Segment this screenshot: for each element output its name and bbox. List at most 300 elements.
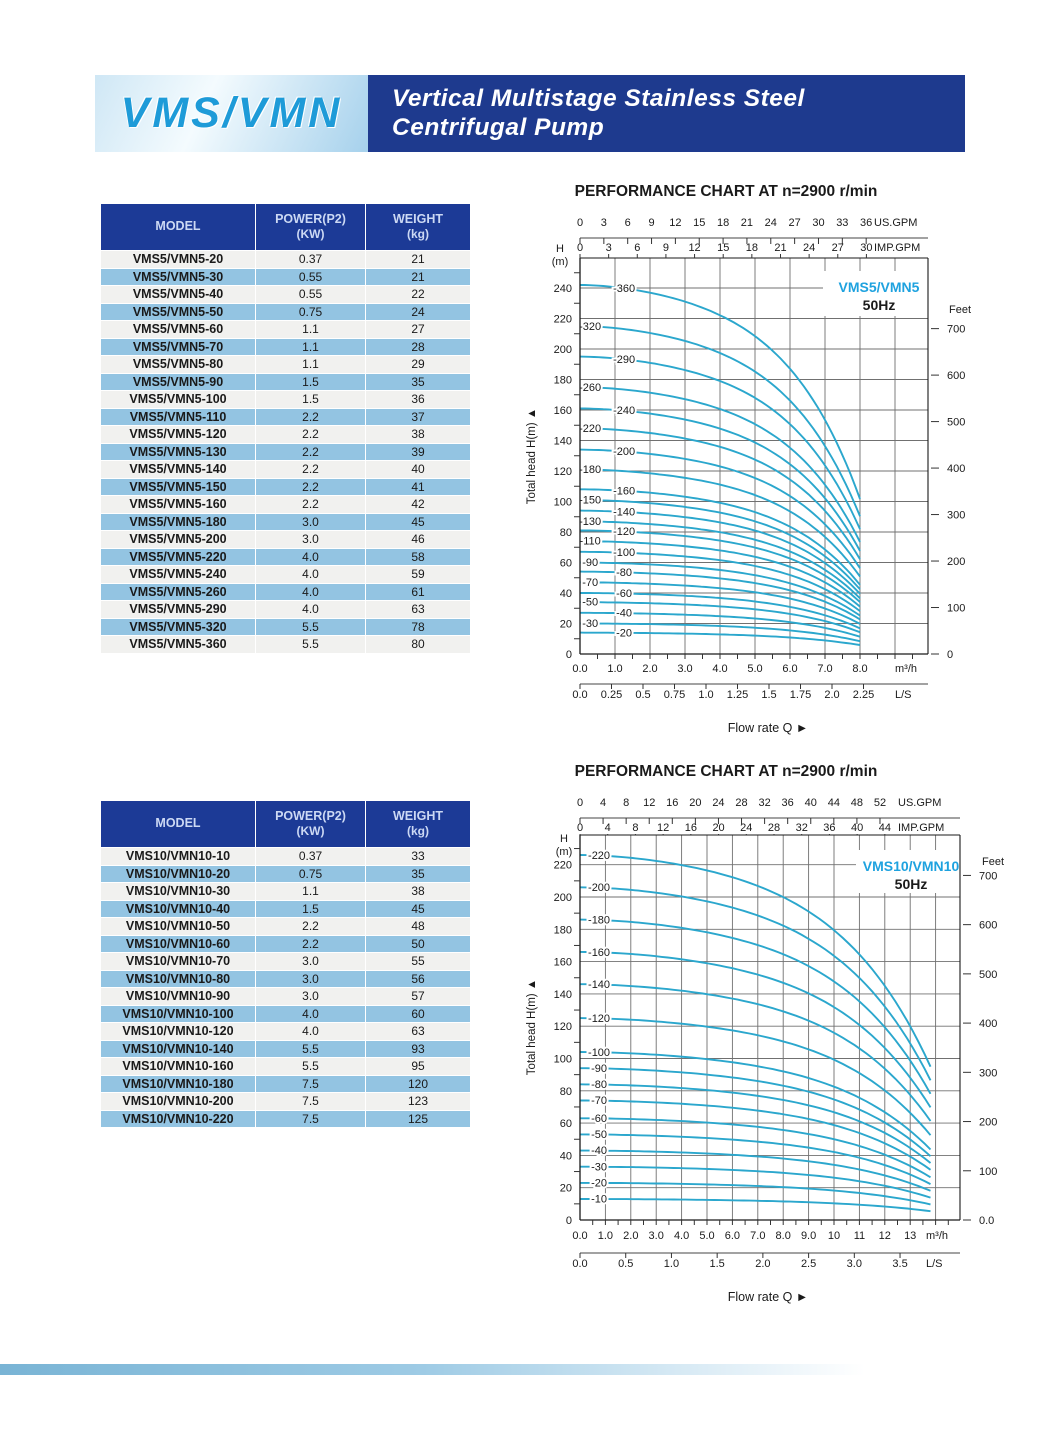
imp-gpm-unit: IMP.GPM (898, 822, 945, 834)
power-cell: 4.0 (256, 548, 366, 566)
h-unit-label: (m) (551, 256, 569, 268)
m3h-tick-label: 4.0 (673, 1230, 690, 1242)
us-gpm-tick-label: 36 (860, 217, 873, 229)
model-cell: VMS5/VMN5-220 (101, 548, 256, 566)
model-cell: VMS10/VMN10-40 (101, 900, 256, 918)
m3h-tick-label: 1.0 (597, 1230, 614, 1242)
head-m-tick: 240 (553, 283, 572, 295)
brand-text: VMS/VMN (120, 89, 343, 137)
head-m-tick: 100 (553, 496, 572, 509)
head-m-tick: 220 (553, 859, 572, 872)
ls-tick-label: 0.5 (618, 1258, 634, 1270)
head-m-tick: 180 (553, 374, 572, 387)
model-cell: VMS5/VMN5-360 (101, 636, 256, 654)
ls-tick-label: 1.0 (698, 689, 714, 701)
weight-cell: 45 (366, 900, 471, 918)
curve-label: -70 (582, 576, 599, 589)
ls-tick-label: 2.0 (755, 1258, 771, 1270)
imp-gpm-tick-label: 12 (657, 822, 670, 834)
imp-gpm-tick-label: 27 (831, 242, 844, 254)
power-cell: 7.5 (256, 1110, 366, 1128)
us-gpm-unit: US.GPM (898, 797, 942, 809)
m3h-tick-label: 0.0 (572, 1230, 588, 1242)
power-cell: 3.0 (256, 531, 366, 549)
total-head-label: Total head H(m) ▲ (526, 407, 538, 505)
pump-curve--200 (580, 887, 931, 1080)
m3h-unit: m³/h (895, 663, 917, 675)
m3h-tick-label: 8.0 (775, 1230, 791, 1242)
weight-cell: 22 (366, 286, 471, 304)
m3h-tick-label: 5.0 (747, 663, 763, 675)
weight-cell: 35 (366, 865, 471, 883)
power-cell: 1.1 (256, 338, 366, 356)
ls-tick-label: 3.0 (846, 1258, 862, 1270)
ls-tick-label: 1.5 (709, 1258, 725, 1270)
head-m-tick: 80 (559, 1085, 572, 1098)
column-header: WEIGHT (kg) (366, 204, 471, 251)
column-header: POWER(P2) (KW) (256, 801, 366, 848)
weight-cell: 39 (366, 443, 471, 461)
pump-curve--10 (580, 1199, 931, 1211)
chart-title: PERFORMANCE CHART AT n=2900 r/min (574, 763, 878, 780)
h-unit-label: H (556, 243, 564, 255)
model-cell: VMS5/VMN5-40 (101, 286, 256, 304)
us-gpm-tick-label: 44 (827, 797, 840, 809)
curve-label: -110 (579, 535, 601, 548)
curve-label: -90 (582, 557, 599, 570)
weight-cell: 37 (366, 408, 471, 426)
weight-cell: 42 (366, 496, 471, 514)
model-cell: VMS5/VMN5-60 (101, 321, 256, 339)
m3h-tick-label: 6.0 (724, 1230, 741, 1242)
m3h-tick-label: 1.0 (607, 663, 623, 675)
curve-label: -140 (613, 506, 636, 519)
model-cell: VMS5/VMN5-150 (101, 478, 256, 496)
power-cell: 1.1 (256, 883, 366, 901)
weight-cell: 29 (366, 356, 471, 374)
curve-label: -130 (579, 515, 602, 528)
model-cell: VMS10/VMN10-20 (101, 865, 256, 883)
feet-tick-label: 100 (947, 602, 966, 615)
imp-gpm-tick-label: 8 (632, 822, 639, 834)
ls-tick-label: 2.0 (824, 689, 840, 701)
power-cell: 2.2 (256, 461, 366, 479)
model-cell: VMS10/VMN10-160 (101, 1058, 256, 1076)
curve-label: -80 (616, 566, 633, 579)
m3h-tick-label: 7.0 (817, 663, 833, 675)
column-header: MODEL (101, 204, 256, 251)
weight-cell: 93 (366, 1040, 471, 1058)
head-m-tick: 20 (559, 1182, 572, 1195)
model-cell: VMS10/VMN10-70 (101, 953, 256, 971)
ls-tick-label: 2.5 (800, 1258, 817, 1270)
m3h-tick-label: 2.0 (642, 663, 658, 675)
us-gpm-tick-label: 15 (693, 217, 706, 229)
m3h-tick-label: 11 (853, 1230, 866, 1242)
model-cell: VMS5/VMN5-290 (101, 601, 256, 619)
total-head-label: Total head H(m) ▲ (526, 978, 538, 1076)
power-cell: 1.5 (256, 900, 366, 918)
title-line2: Centrifugal Pump (392, 113, 605, 141)
ls-unit: L/S (926, 1258, 943, 1270)
us-gpm-tick-label: 27 (788, 217, 801, 229)
m3h-tick-label: 8.0 (852, 663, 868, 675)
curve-label: -220 (579, 422, 602, 435)
model-cell: VMS10/VMN10-200 (101, 1093, 256, 1111)
m3h-tick-label: 3.0 (677, 663, 693, 675)
power-cell: 0.75 (256, 303, 366, 321)
ls-tick-label: 3.5 (892, 1258, 908, 1270)
us-gpm-tick-label: 32 (758, 797, 771, 809)
model-cell: VMS5/VMN5-200 (101, 531, 256, 549)
weight-cell: 50 (366, 935, 471, 953)
curve-label: -20 (591, 1177, 608, 1190)
imp-gpm-tick-label: 0 (576, 822, 584, 834)
us-gpm-tick-label: 4 (600, 797, 607, 809)
power-cell: 0.75 (256, 865, 366, 883)
m3h-tick-label: 5.0 (699, 1230, 715, 1242)
us-gpm-tick-label: 12 (669, 217, 682, 229)
head-m-tick: 40 (559, 588, 572, 600)
us-gpm-tick-label: 3 (600, 217, 607, 229)
power-cell: 5.5 (256, 1058, 366, 1076)
model-cell: VMS10/VMN10-50 (101, 918, 256, 936)
curve-label: -100 (588, 1046, 611, 1059)
head-m-tick: 160 (553, 956, 572, 969)
curve-label: -180 (579, 464, 602, 477)
us-gpm-tick-label: 30 (812, 217, 825, 229)
power-cell: 7.5 (256, 1075, 366, 1093)
power-cell: 2.2 (256, 426, 366, 444)
performance-chart-2 (526, 763, 1004, 1304)
us-gpm-tick-label: 24 (764, 217, 777, 229)
m3h-tick-label: 2.0 (623, 1230, 639, 1242)
ls-tick-label: 1.0 (663, 1258, 680, 1270)
m3h-unit: m³/h (926, 1230, 948, 1242)
imp-gpm-tick-label: 16 (684, 822, 697, 834)
curve-label: -150 (579, 494, 602, 507)
power-cell: 0.37 (256, 848, 366, 866)
us-gpm-tick-label: 0 (576, 217, 584, 229)
us-gpm-tick-label: 16 (666, 797, 679, 809)
curve-label: -260 (579, 381, 602, 394)
column-header: POWER(P2) (KW) (256, 204, 366, 251)
model-cell: VMS5/VMN5-160 (101, 496, 256, 514)
bottom-accent-bar (0, 1364, 940, 1375)
ls-tick-label: 0.25 (600, 689, 623, 701)
weight-cell: 63 (366, 1023, 471, 1041)
weight-cell: 60 (366, 1005, 471, 1023)
power-cell: 0.55 (256, 286, 366, 304)
weight-cell: 45 (366, 513, 471, 531)
us-gpm-tick-label: 0 (576, 797, 584, 809)
ls-tick-label: 1.25 (726, 689, 749, 701)
pump-curve--120 (580, 1018, 931, 1135)
model-cell: VMS5/VMN5-110 (101, 408, 256, 426)
weight-cell: 41 (366, 478, 471, 496)
m3h-tick-label: 3.0 (648, 1230, 664, 1242)
curve-label: -50 (591, 1129, 608, 1142)
power-cell: 2.2 (256, 408, 366, 426)
us-gpm-tick-label: 8 (623, 797, 630, 809)
power-cell: 5.5 (256, 618, 366, 636)
imp-gpm-tick-label: 32 (795, 822, 808, 834)
weight-cell: 78 (366, 618, 471, 636)
power-cell: 5.5 (256, 1040, 366, 1058)
us-gpm-tick-label: 21 (740, 217, 754, 229)
curve-label: -120 (588, 1012, 611, 1025)
pump-curve--50 (580, 1134, 931, 1184)
feet-tick-label: 100 (979, 1165, 998, 1178)
curve-label: -60 (591, 1112, 608, 1125)
model-cell: VMS5/VMN5-100 (101, 391, 256, 409)
weight-cell: 38 (366, 883, 471, 901)
head-m-tick: 140 (553, 988, 572, 1001)
weight-cell: 61 (366, 583, 471, 601)
imp-gpm-tick-label: 0 (576, 242, 584, 254)
power-cell: 4.0 (256, 601, 366, 619)
model-cell: VMS5/VMN5-80 (101, 356, 256, 374)
imp-gpm-tick-label: 3 (605, 242, 612, 254)
curve-label: -360 (613, 282, 636, 295)
us-gpm-tick-label: 36 (781, 797, 794, 809)
power-cell: 4.0 (256, 1005, 366, 1023)
feet-tick-label: 400 (979, 1018, 998, 1031)
column-header: WEIGHT (kg) (366, 801, 471, 848)
ls-tick-label: 1.5 (761, 689, 777, 701)
curve-label: -80 (591, 1079, 608, 1092)
curve-label: -30 (591, 1161, 608, 1174)
curve-label: -20 (616, 627, 633, 640)
imp-gpm-tick-label: 40 (851, 822, 864, 834)
m3h-tick-label: 9.0 (800, 1230, 817, 1242)
weight-cell: 21 (366, 268, 471, 286)
imp-gpm-tick-label: 44 (878, 822, 891, 834)
imp-gpm-tick-label: 4 (604, 822, 611, 834)
feet-tick-label: 500 (947, 416, 966, 429)
head-m-tick: 0 (565, 649, 572, 661)
weight-cell: 48 (366, 918, 471, 936)
curve-label: -120 (613, 526, 636, 539)
weight-cell: 55 (366, 953, 471, 971)
imp-gpm-tick-label: 28 (767, 822, 781, 834)
power-cell: 3.0 (256, 953, 366, 971)
curve-label: -220 (588, 849, 611, 862)
feet-tick-label: 700 (979, 870, 998, 883)
model-cell: VMS5/VMN5-130 (101, 443, 256, 461)
head-m-tick: 200 (553, 892, 572, 904)
feet-tick-label: 0.0 (979, 1215, 995, 1227)
ls-tick-label: 0.75 (663, 689, 686, 701)
h-unit-label: (m) (555, 846, 573, 858)
us-gpm-tick-label: 12 (643, 797, 656, 809)
curve-label: -140 (588, 979, 611, 992)
weight-cell: 21 (366, 251, 471, 269)
power-cell: 2.2 (256, 935, 366, 953)
head-m-tick: 20 (559, 618, 572, 631)
weight-cell: 56 (366, 970, 471, 988)
weight-cell: 63 (366, 601, 471, 619)
model-cell: VMS10/VMN10-140 (101, 1040, 256, 1058)
curve-label: -30 (582, 618, 599, 631)
curve-label: -160 (588, 946, 611, 959)
head-m-tick: 80 (559, 527, 572, 539)
curve-label: -70 (591, 1095, 608, 1108)
title-line1: Vertical Multistage Stainless Steel (392, 85, 805, 113)
model-cell: VMS5/VMN5-50 (101, 303, 256, 321)
power-cell: 4.0 (256, 583, 366, 601)
weight-cell: 125 (366, 1110, 471, 1128)
curve-label: -200 (613, 445, 636, 458)
power-cell: 7.5 (256, 1093, 366, 1111)
model-cell: VMS10/VMN10-90 (101, 988, 256, 1006)
us-gpm-tick-label: 33 (836, 217, 849, 229)
curve-label: -320 (579, 320, 602, 333)
power-cell: 2.2 (256, 443, 366, 461)
m3h-tick-label: 10 (827, 1230, 841, 1242)
weight-cell: 35 (366, 373, 471, 391)
m3h-tick-label: 4.0 (712, 663, 728, 675)
frequency-label: 50Hz (862, 297, 896, 313)
series-label: VMS10/VMN10 (862, 858, 960, 874)
curve-label: -60 (616, 588, 633, 601)
chart-title: PERFORMANCE CHART AT n=2900 r/min (574, 183, 878, 200)
head-m-tick: 120 (553, 1021, 572, 1034)
weight-cell: 58 (366, 548, 471, 566)
performance-chart-1 (526, 183, 971, 735)
us-gpm-tick-label: 40 (804, 797, 817, 809)
head-m-tick: 220 (553, 313, 572, 326)
ls-tick-label: 2.25 (852, 689, 875, 701)
pump-curve--60 (580, 1118, 931, 1177)
curve-label: -290 (613, 353, 636, 366)
model-cell: VMS5/VMN5-140 (101, 461, 256, 479)
us-gpm-tick-label: 18 (716, 217, 730, 229)
curve-label: -100 (613, 547, 636, 560)
ls-tick-label: 0.5 (635, 689, 651, 701)
ls-tick-label: 1.75 (789, 689, 812, 701)
power-cell: 4.0 (256, 566, 366, 584)
weight-cell: 28 (366, 338, 471, 356)
pump-curve--90 (580, 1068, 931, 1156)
head-m-tick: 180 (553, 924, 572, 937)
weight-cell: 123 (366, 1093, 471, 1111)
power-cell: 5.5 (256, 636, 366, 654)
model-cell: VMS5/VMN5-30 (101, 268, 256, 286)
us-gpm-tick-label: 48 (850, 797, 864, 809)
ls-tick-label: 0.0 (572, 689, 588, 701)
model-cell: VMS10/VMN10-30 (101, 883, 256, 901)
model-cell: VMS5/VMN5-90 (101, 373, 256, 391)
weight-cell: 59 (366, 566, 471, 584)
us-gpm-tick-label: 52 (873, 797, 887, 809)
m3h-tick-label: 7.0 (750, 1230, 766, 1242)
model-cell: VMS10/VMN10-220 (101, 1110, 256, 1128)
imp-gpm-tick-label: 15 (717, 242, 730, 254)
head-m-tick: 0 (565, 1215, 572, 1227)
head-m-tick: 160 (553, 405, 572, 417)
weight-cell: 80 (366, 636, 471, 654)
weight-cell: 33 (366, 848, 471, 866)
weight-cell: 24 (366, 303, 471, 321)
model-cell: VMS10/VMN10-10 (101, 848, 256, 866)
model-cell: VMS10/VMN10-180 (101, 1075, 256, 1093)
feet-tick-label: 200 (979, 1116, 998, 1129)
imp-gpm-unit: IMP.GPM (874, 242, 921, 254)
curve-label: -200 (588, 882, 611, 895)
feet-tick-label: 300 (947, 509, 966, 522)
feet-tick-label: 500 (979, 968, 998, 981)
head-m-tick: 40 (559, 1150, 572, 1163)
model-cell: VMS5/VMN5-260 (101, 583, 256, 601)
power-cell: 0.37 (256, 251, 366, 269)
model-cell: VMS10/VMN10-120 (101, 1023, 256, 1041)
weight-cell: 40 (366, 461, 471, 479)
curve-label: -40 (591, 1145, 608, 1158)
m3h-tick-label: 6.0 (782, 663, 798, 675)
model-cell: VMS10/VMN10-80 (101, 970, 256, 988)
curve-label: -40 (616, 607, 633, 620)
us-gpm-tick-label: 6 (624, 217, 631, 229)
power-cell: 1.5 (256, 391, 366, 409)
imp-gpm-tick-label: 20 (712, 822, 725, 834)
pump-curves (580, 855, 931, 1211)
weight-cell: 120 (366, 1075, 471, 1093)
curve-label: -160 (613, 485, 636, 498)
model-cell: VMS5/VMN5-120 (101, 426, 256, 444)
imp-gpm-tick-label: 36 (823, 822, 836, 834)
power-cell: 4.0 (256, 1023, 366, 1041)
power-cell: 1.1 (256, 356, 366, 374)
weight-cell: 57 (366, 988, 471, 1006)
power-cell: 1.1 (256, 321, 366, 339)
head-m-tick: 120 (553, 466, 572, 478)
feet-tick-label: 600 (947, 370, 966, 383)
power-cell: 3.0 (256, 513, 366, 531)
imp-gpm-tick-label: 30 (860, 242, 873, 254)
head-m-tick: 140 (553, 435, 572, 448)
curve-label: -90 (591, 1062, 608, 1075)
head-m-tick: 60 (559, 557, 572, 570)
flow-rate-label: Flow rate Q ► (727, 721, 809, 735)
weight-cell: 27 (366, 321, 471, 339)
curve-label: -50 (582, 596, 599, 609)
weight-cell: 36 (366, 391, 471, 409)
model-cell: VMS5/VMN5-20 (101, 251, 256, 269)
imp-gpm-tick-label: 18 (745, 242, 758, 254)
feet-tick-label: 700 (947, 323, 966, 336)
weight-cell: 46 (366, 531, 471, 549)
feet-tick-label: 400 (947, 463, 966, 476)
head-m-tick: 100 (553, 1053, 572, 1066)
feet-tick-label: 600 (979, 919, 998, 932)
feet-tick-label: 0 (947, 649, 954, 661)
us-gpm-unit: US.GPM (874, 217, 918, 229)
series-label: VMS5/VMN5 (838, 279, 920, 295)
imp-gpm-tick-label: 24 (803, 242, 816, 254)
model-cell: VMS5/VMN5-320 (101, 618, 256, 636)
imp-gpm-tick-label: 21 (774, 242, 787, 254)
curve-label: -10 (591, 1193, 608, 1206)
ls-unit: L/S (895, 689, 912, 701)
power-cell: 0.55 (256, 268, 366, 286)
us-gpm-tick-label: 9 (648, 217, 655, 229)
pump-curve--180 (580, 920, 931, 1094)
ls-tick-label: 0.0 (572, 1258, 588, 1270)
imp-gpm-tick-label: 12 (688, 242, 701, 254)
us-gpm-tick-label: 28 (735, 797, 748, 809)
h-unit-label: H (560, 833, 568, 845)
